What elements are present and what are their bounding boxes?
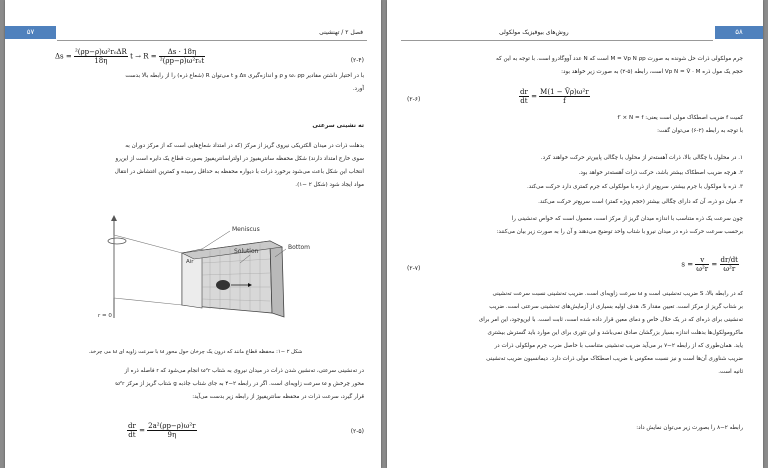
particle	[216, 280, 230, 290]
paragraph: که در رابطه بالا، S ضریب ته‌نشینی است و ω سرعت زاویه‌ای است. ضریب ته‌نشینی نسبت سرعت ته‌نشینی بر شتاب گریز از مرکز است. تعیین مقدار S، هدف اولیه بسیاری از آزمایش‌های ته‌نشینی سرعتی است. ضریب ته‌نشینی برای ذره‌ای که در یک حلال خاص و دمای معین قرار داده شده است، ثابت است. با این‌وجود، این امر برای ماکرومولکول‌ها بدهلت اندازه بسیار بزرگشان صادق نمی‌باشد و این تئوری برای این موارد باید گسترش بیشتری یابد. همان‌طوری که از رابطه ۲−۷ بر می‌آید ضریب ته‌نشینی متناسب با حاصل ضرب جرم مولکولی ذرات در ضریب شناوری آن‌ها است و نیز نسبت معکوس با ضریب اصطکاک مولی ذرات دارد. دیمانسیون ضریب ته‌نشینی ثانیه است.	[478, 291, 743, 375]
chapter-title: فصل ۲ / تهنشینی	[319, 29, 363, 36]
paragraph: چون سرعت یک ذره متناسب با اندازه میدان گریز از مرکز است، معمول است که خواص ته‌نشینی را برحسب سرعت حرکت ذره در میدان نیرو با شتاب واحد توضیح می‌دهند و آن را به صورت زیر بیان می‌کنند:	[496, 216, 743, 235]
equation-2-7: s = $\frac{v}{\text{ω²r}}$ = $\frac{dr/dt}{\text{ω²r}}$	[681, 256, 738, 273]
list-item: ۱. در محلول با چگالی بالا، ذرات آهسته‌تر از محلول با چگالی پایین‌تر حرکت خواهند کرد.	[540, 155, 743, 161]
list-item: ۲. هرچه ضریب اصطکاک بیشتر باشد، حرکت ذرات آهسته‌تر خواهد بود.	[578, 169, 743, 176]
meniscus-label: Meniscus	[232, 226, 260, 233]
paragraph: بدهلت ذرات در میدان الکتریکی نیروی گریز از مرکز (که در امتداد شعاع‌هایی است که از مرکز دوران به سوی خارج امتداد دارند) شکل محفظه سانتریفیوژ در اولتراسانتریفیوژ بصورت قطاع یک دایره است از این‌رو انتخاب این شکل باعث می‌شود برخورد ذرات با دیواره محفظه به حداقل رسیده و کمترین اغتشاش در انتقال مواد ایجاد شود (شکل ۲ −۱).	[114, 143, 364, 188]
section-heading: ته نشینی سرعتی	[312, 122, 364, 129]
list-item: ۳. ذره با مولکول با جرم بیشتر، سریع‌تر از ذره با مولکولی که جرم کمتری دارد حرکت می‌کند.	[526, 184, 743, 190]
sector-cell-figure	[90, 213, 330, 338]
equation-number: (۲-۷)	[407, 265, 421, 272]
paragraph: با در اختیار داشتن مقادیر ω، ρp و ρ و اندازه‌گیری Δs و t می‌توان R (شعاع ذره) را از رابطه بالا بدست آورد.	[125, 73, 364, 92]
list	[407, 151, 743, 209]
header-rule	[57, 40, 367, 41]
list-item: ۴. میان دو ذره، آن که دارای چگالی بیشتر (حجم ویژه کمتر) است سریع‌تر حرکت می‌کند.	[538, 198, 743, 205]
figure-caption: شکل ۲ −۱: محفظه قطاع مانند که درون یک چرخان حول محور ω با سرعت زاویه ای ω می چرخد.	[88, 349, 303, 355]
equation-number: (۲-۴)	[350, 57, 364, 64]
r0-label: r = 0	[98, 313, 112, 319]
equation-2-4: Δs = $\frac{\text{²(ρp−ρ)ω²r₀ΔR}}{18\eta}$ t → R = $\frac{\Delta s \cdot 18\eta}{\text{²(ρp−ρ)ω²r₀t}}$	[55, 48, 205, 65]
header-rule	[401, 40, 713, 41]
running-title: روش‌های بیوفیزیک مولکولی	[499, 29, 569, 36]
equation-2-5: $\frac{dr}{dt}$ = $\frac{\text{2a²(ρp−ρ)ω²r}}{9\eta}$	[128, 422, 196, 439]
equation-number: (۲-۶)	[407, 96, 421, 103]
paragraph: جرم مولکولی ذرات حل شونده به صورت M = Vp N ρp است که N عدد آووگادرو است. با توجه به این که حجم یک مول ذره Vp N = V̄ · M است، رابطه (۵-۲) به صورت زیر خواهد بود:	[496, 56, 743, 75]
cell-bottom	[270, 241, 284, 317]
page-number-badge: ۵۸	[715, 26, 763, 39]
bottom-label: Bottom	[288, 244, 311, 251]
equation-number: (۲-۵)	[350, 428, 364, 435]
left-page	[5, 0, 381, 468]
air-label: Air	[186, 259, 194, 265]
solution-label: Solution	[234, 248, 259, 255]
page-number-badge: ۵۷	[5, 26, 56, 39]
equation-2-6: $\frac{dr}{dt}$ = $\frac{\text{M(1 − V̄ρ)ω²r}}{f}$	[520, 88, 589, 105]
paragraph: کمیت f ضریب اصطکاک مولی است یعنی: f′ × N = f با توجه به رابطه (۲-۶) می‌توان گفت:	[617, 115, 743, 134]
paragraph: رابطه ۲−۸ را بصورت زیر می‌توان نمایش داد:	[636, 425, 743, 431]
rotation-arrow-icon	[108, 238, 126, 244]
right-page	[387, 0, 763, 468]
paragraph: در ته‌نشینی سرعتی، ته‌نشین شدن ذرات در میدان نیروی به شتاب ω²r انجام می‌شود که r فاصله ذره از محور چرخش و ω سرعت زاویه‌ای است. اگر در رابطه ۲−۴ به جای شتاب جاذبه g شتاب گریز از مرکز ω²r قرار گیرد، سرعت ذرات در محفظه سانتریفیوژ از رابطه زیر بدست می‌آید:	[115, 368, 364, 400]
